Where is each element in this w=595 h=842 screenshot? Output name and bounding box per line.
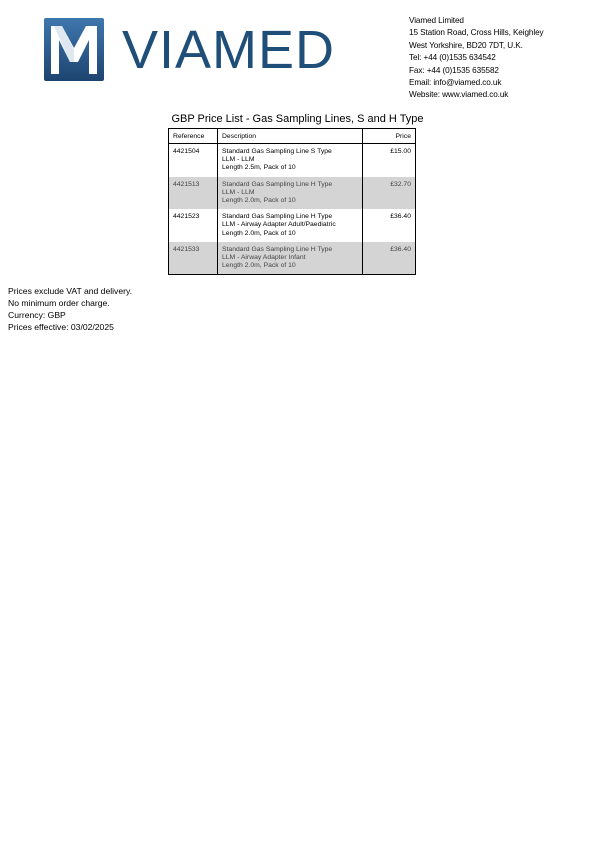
email: Email: info@viamed.co.uk <box>409 78 502 88</box>
description-line: Length 2.0m, Pack of 10 <box>222 262 296 270</box>
description-line: LLM - LLM <box>222 156 255 164</box>
column-header-reference: Reference <box>169 129 218 144</box>
note-minimum-order: No minimum order charge. <box>8 298 110 308</box>
company-name: Viamed Limited <box>409 16 464 25</box>
table-row <box>169 177 416 210</box>
price-notes <box>8 285 132 333</box>
page-title: GBP Price List - Gas Sampling Lines, S and H Type <box>171 113 424 125</box>
description-line: Standard Gas Sampling Line S Type <box>222 148 332 155</box>
address-line-2: West Yorkshire, BD20 7DT, U.K. <box>409 40 523 50</box>
description-line: LLM - Airway Adapter Infant <box>222 254 306 262</box>
cell-reference: 4421533 <box>169 242 218 275</box>
description-line: LLM - LLM <box>222 188 255 196</box>
table-row <box>169 242 416 275</box>
table-header-row <box>169 129 416 144</box>
viamed-vm-logo-icon <box>44 18 104 81</box>
description-line: Standard Gas Sampling Line H Type <box>222 213 333 221</box>
cell-price: £36.40 <box>390 213 411 221</box>
note-effective-date: Prices effective: 03/02/2025 <box>8 322 114 332</box>
telephone: Tel: +44 (0)1535 634542 <box>409 53 496 63</box>
description-line: Length 2.0m, Pack of 10 <box>222 229 296 237</box>
address-line-1: 15 Station Road, Cross Hills, Keighley <box>409 28 544 38</box>
cell-price: £15.00 <box>390 148 411 155</box>
company-address-block <box>409 15 544 102</box>
price-table <box>168 128 416 275</box>
viamed-logo <box>44 18 349 82</box>
table-row <box>169 144 416 177</box>
cell-reference: 4421523 <box>169 209 218 242</box>
fax: Fax: +44 (0)1535 635582 <box>409 65 499 75</box>
cell-description <box>218 144 363 177</box>
description-line: Length 2.0m, Pack of 10 <box>222 197 296 205</box>
cell-reference: 4421504 <box>169 144 218 177</box>
cell-price: £32.70 <box>363 177 416 210</box>
brand-name: VIAMED <box>122 20 336 80</box>
note-vat: Prices exclude VAT and delivery. <box>8 286 133 296</box>
description-line: LLM - Airway Adapter Adult/Paediatric <box>222 221 336 229</box>
description-line: Standard Gas Sampling Line H Type <box>222 245 333 253</box>
table-row <box>169 209 416 242</box>
column-header-description: Description <box>218 129 363 144</box>
cell-price: £36.40 <box>363 242 416 275</box>
cell-reference: 4421513 <box>169 177 218 210</box>
column-header-price: Price <box>363 129 416 144</box>
cell-description <box>218 209 363 242</box>
description-line: Standard Gas Sampling Line H Type <box>222 180 333 188</box>
cell-description <box>218 242 363 275</box>
description-line: Length 2.5m, Pack of 10 <box>222 164 296 172</box>
cell-description <box>218 177 363 210</box>
website: Website: www.viamed.co.uk <box>409 90 509 100</box>
note-currency: Currency: GBP <box>8 310 66 320</box>
